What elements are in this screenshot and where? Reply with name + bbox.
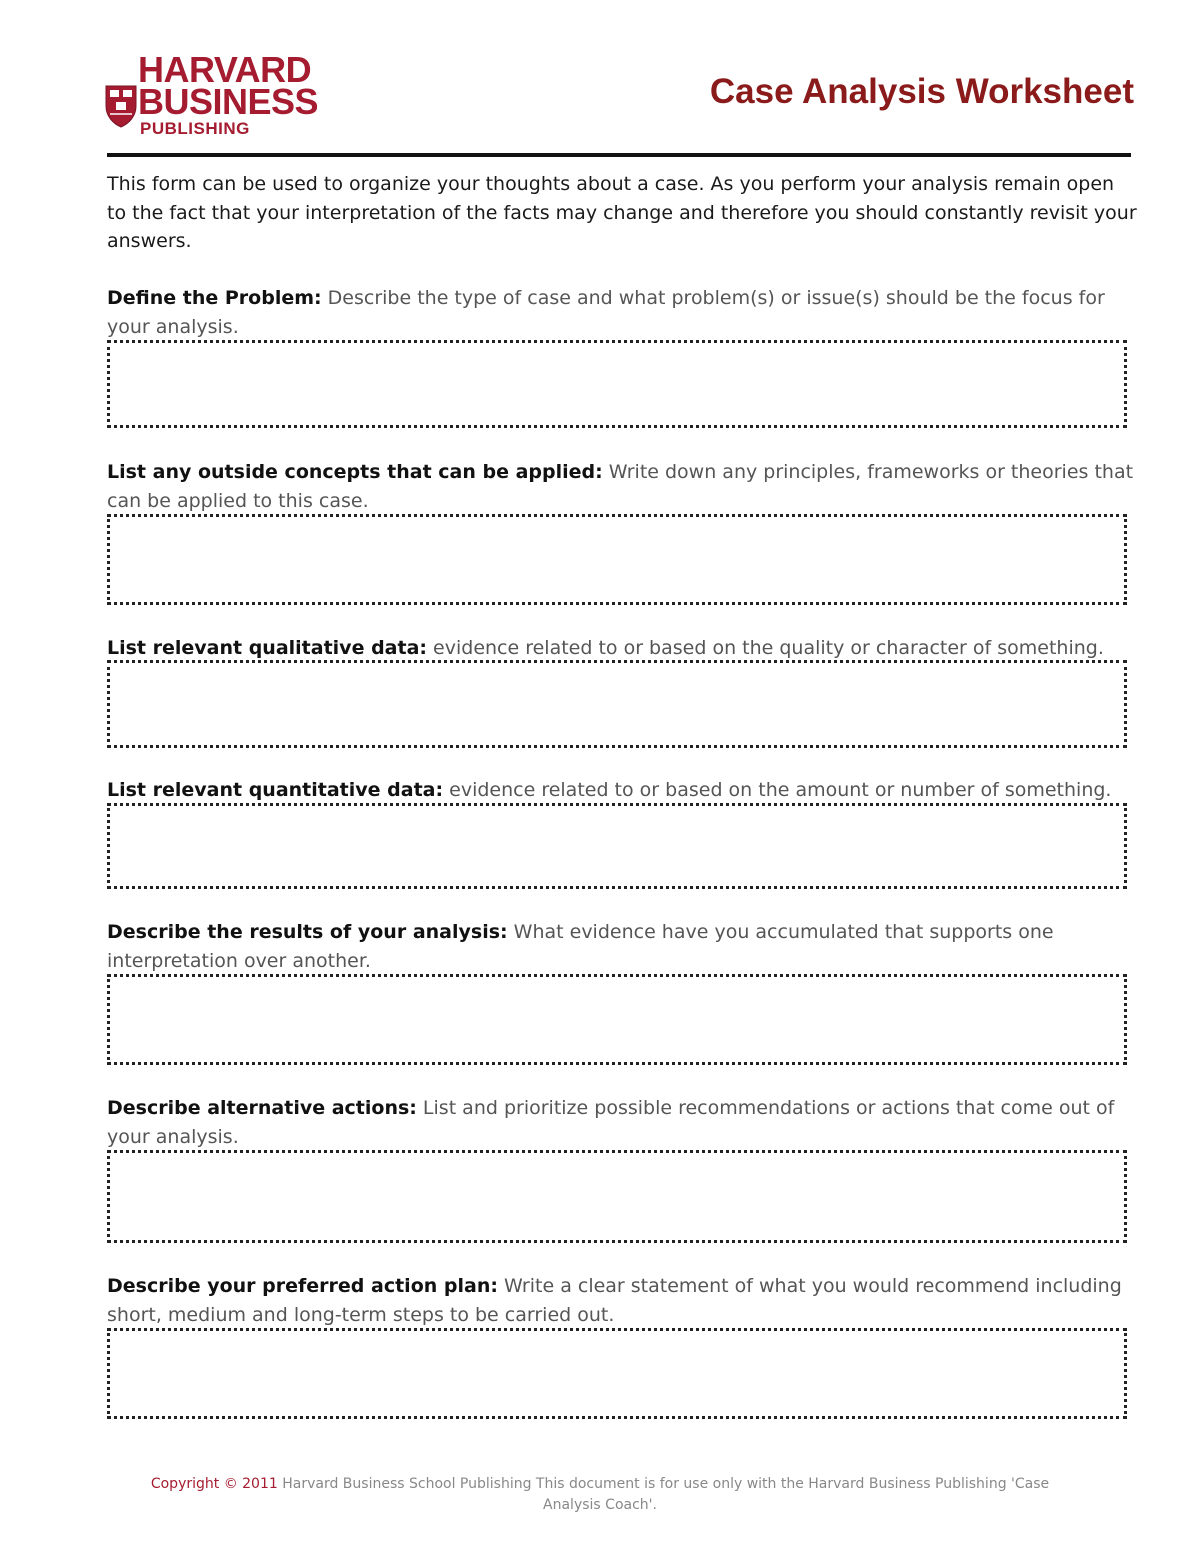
veritas-shield-icon: [104, 84, 138, 128]
section-label: List any outside concepts that can be applied:: [107, 461, 603, 483]
answer-box-qualitative-data[interactable]: [107, 660, 1127, 748]
section-description: Write down any principles, frameworks or theories that can be applied to this case.: [107, 461, 1134, 512]
section-outside-concepts: [107, 458, 1137, 515]
section-quantitative-data: [107, 776, 1137, 805]
section-prompt: [107, 776, 1137, 805]
logo-business-text: BUSINESS: [138, 81, 319, 122]
section-description: Describe the type of case and what problem(s) or issue(s) should be the focus for your analysis.: [107, 287, 1105, 338]
answer-box-preferred-action-plan[interactable]: [107, 1328, 1127, 1419]
section-qualitative-data: [107, 634, 1137, 663]
section-label: Describe your preferred action plan:: [107, 1275, 498, 1297]
section-prompt: [107, 1272, 1137, 1329]
section-prompt: [107, 458, 1137, 515]
logo-publishing-text: PUBLISHING: [140, 119, 250, 138]
section-label: Define the Problem:: [107, 287, 322, 309]
answer-box-alternative-actions[interactable]: [107, 1150, 1127, 1243]
answer-box-analysis-results[interactable]: [107, 974, 1127, 1065]
intro-paragraph: This form can be used to organize your thoughts about a case. As you perform your analysis remain open to the fact that your interpretation of the facts may change and therefore you should constantly revisit your answers.: [107, 173, 1137, 252]
section-prompt: [107, 918, 1137, 975]
section-label: Describe alternative actions:: [107, 1097, 417, 1119]
footer-copyright-mark: Copyright © 2011: [150, 1476, 278, 1492]
footer-copyright: [150, 1474, 1050, 1516]
section-alternative-actions: [107, 1094, 1137, 1151]
section-prompt: [107, 634, 1137, 663]
answer-box-quantitative-data[interactable]: [107, 803, 1127, 889]
harvard-business-publishing-logo: [104, 50, 344, 140]
section-description: What evidence have you accumulated that supports one interpretation over another.: [107, 921, 1054, 972]
section-label: List relevant quantitative data:: [107, 779, 444, 801]
section-description: Write a clear statement of what you would recommend including short, medium and long-term steps to be carried out.: [107, 1275, 1122, 1326]
section-prompt: [107, 284, 1137, 341]
worksheet-title: Case Analysis Worksheet: [709, 72, 1134, 111]
logo-harvard-text: HARVARD: [138, 49, 312, 90]
answer-box-outside-concepts[interactable]: [107, 514, 1127, 605]
footer-text: Harvard Business School Publishing This document is for use only with the Harvard Business Publishing 'Case Analysis Coach'.: [277, 1476, 1050, 1513]
section-analysis-results: [107, 918, 1137, 975]
header-divider: [107, 153, 1131, 157]
section-label: Describe the results of your analysis:: [107, 921, 508, 943]
section-description: List and prioritize possible recommendations or actions that come out of your analysis.: [107, 1097, 1115, 1148]
section-label: List relevant qualitative data:: [107, 637, 427, 659]
section-description: evidence related to or based on the quality or character of something.: [427, 637, 1104, 659]
section-define-problem: [107, 284, 1137, 341]
section-prompt: [107, 1094, 1137, 1151]
answer-box-define-problem[interactable]: [107, 340, 1127, 428]
section-description: evidence related to or based on the amount or number of something.: [443, 779, 1112, 801]
section-preferred-action-plan: [107, 1272, 1137, 1329]
